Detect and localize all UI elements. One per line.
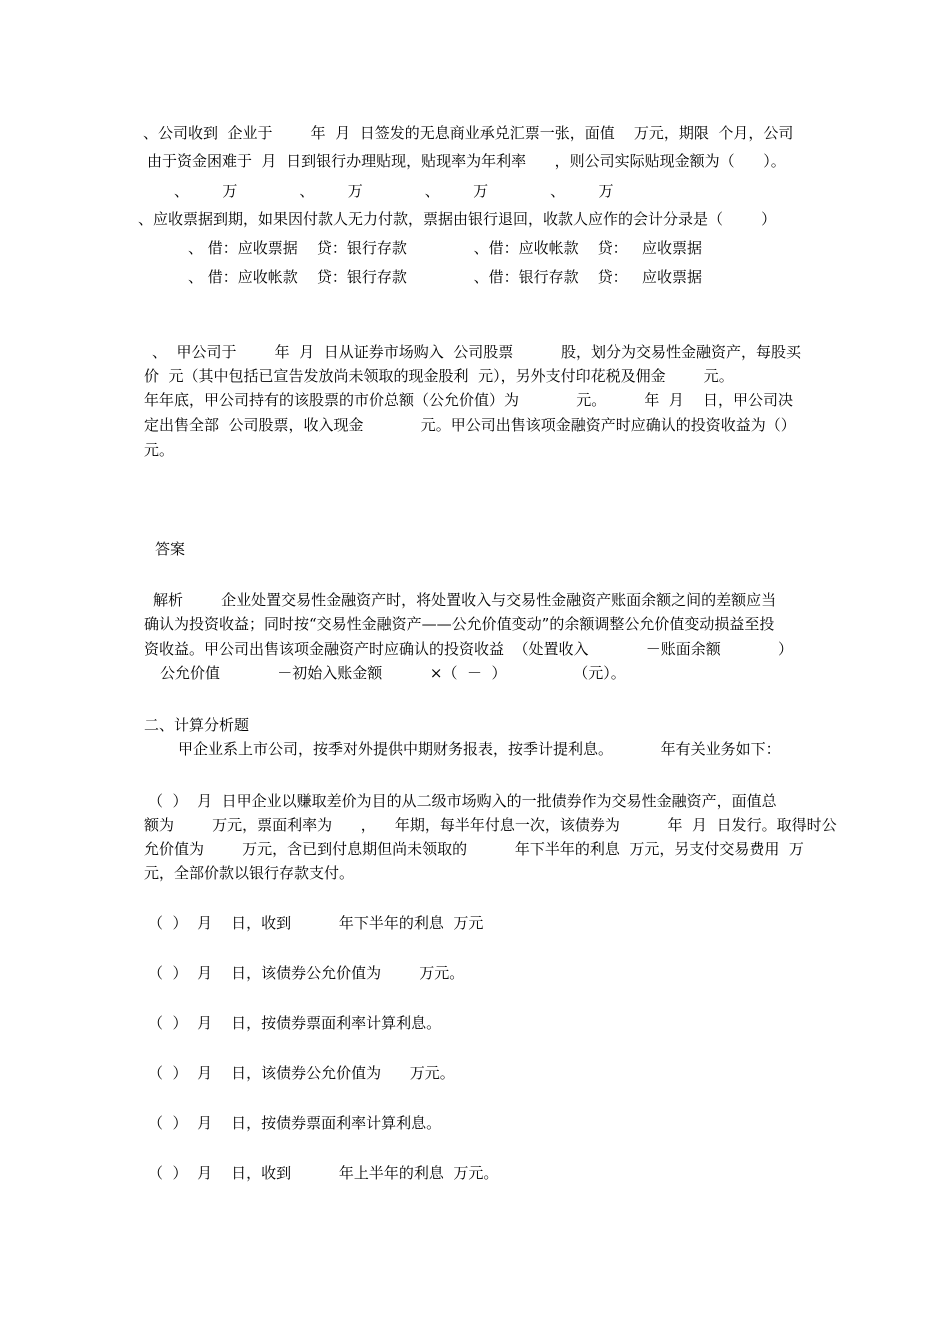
list-item: （ ） 月 日，该债券公允价值为 万元。 (148, 1064, 455, 1082)
list-item: （ ） 月 日，按债券票面利率计算利息。 (148, 1114, 442, 1132)
q3-line-4: 定出售全部 公司股票，收入现金 元。甲公司出售该项金融资产时应确认的投资收益为（） (144, 416, 796, 434)
answer-explanation-line-3: 资收益。甲公司出售该项金融资产时应确认的投资收益 （处置收入 －账面余额 ） (144, 640, 793, 658)
answer-explanation-line-4: 公允价值 －初始入账金额 ×（ － ） （元）。 (160, 664, 626, 682)
section-intro: 甲企业系上市公司，按季对外提供中期财务报表，按季计提利息。 年有关业务如下： (178, 740, 781, 758)
list-item: （ ） 月 日，收到 年上半年的利息 万元。 (148, 1164, 499, 1182)
item-1-line-4: 元，全部价款以银行存款支付。 (144, 864, 355, 882)
q1-line-2: 由于资金困难于 月 日到银行办理贴现，贴现率为年利率 ，则公司实际贴现金额为（ ）。 (147, 152, 786, 170)
q3-line-1: 、 甲公司于 年 月 日从证券市场购入 公司股票 股，划分为交易性金融资产，每股买 (152, 343, 801, 361)
q3-line-3: 年年底，甲公司持有的该股票的市价总额（公允价值）为 元。 年 月 日，甲公司决 (144, 391, 793, 409)
answer-explanation-line-2: 确认为投资收益；同时按“交易性金融资产——公允价值变动”的余额调整公允价值变动损益至投 (144, 615, 775, 633)
q3-line-5: 元。 (144, 441, 175, 459)
q2-options-row-2: 、 借：应收帐款 贷：银行存款 、借：银行存款 贷： 应收票据 (188, 268, 702, 286)
item-1-line-3: 允价值为 万元，含已到付息期但尚未领取的 年下半年的利息 万元，另支付交易费用 万 (144, 840, 804, 858)
q2-stem: 、应收票据到期，如果因付款人无力付款，票据由银行退回，收款人应作的会计分录是（ ） (138, 210, 777, 228)
item-1-line-2: 额为 万元，票面利率为 ， 年期，每半年付息一次，该债券为 年 月 日发行。取得时公 (144, 816, 837, 834)
list-item: （ ） 月 日，收到 年下半年的利息 万元 (148, 914, 484, 932)
q3-line-2: 价 元（其中包括已宣告发放尚未领取的现金股利 元），另外支付印花税及佣金 元。 (144, 367, 734, 385)
section-heading: 二、计算分析题 (144, 716, 250, 734)
q1-options: 、 万 、 万 、 万 、 万 (174, 182, 614, 200)
answer-label: 答案 (155, 540, 186, 558)
answer-explanation-line-1: 解析 企业处置交易性金融资产时，将处置收入与交易性金融资产账面余额之间的差额应当 (153, 591, 777, 609)
list-item: （ ） 月 日，按债券票面利率计算利息。 (148, 1014, 442, 1032)
item-1-line-1: （ ） 月 日甲企业以赚取差价为目的从二级市场购入的一批债券作为交易性金融资产，面值总 (148, 792, 777, 810)
q2-options-row-1: 、 借：应收票据 贷：银行存款 、借：应收帐款 贷： 应收票据 (188, 239, 702, 257)
q1-line-1: 、公司收到 企业于 年 月 日签发的无息商业承兑汇票一张，面值 万元，期限 个月，公司 (143, 124, 794, 142)
list-item: （ ） 月 日，该债券公允价值为 万元。 (148, 964, 465, 982)
